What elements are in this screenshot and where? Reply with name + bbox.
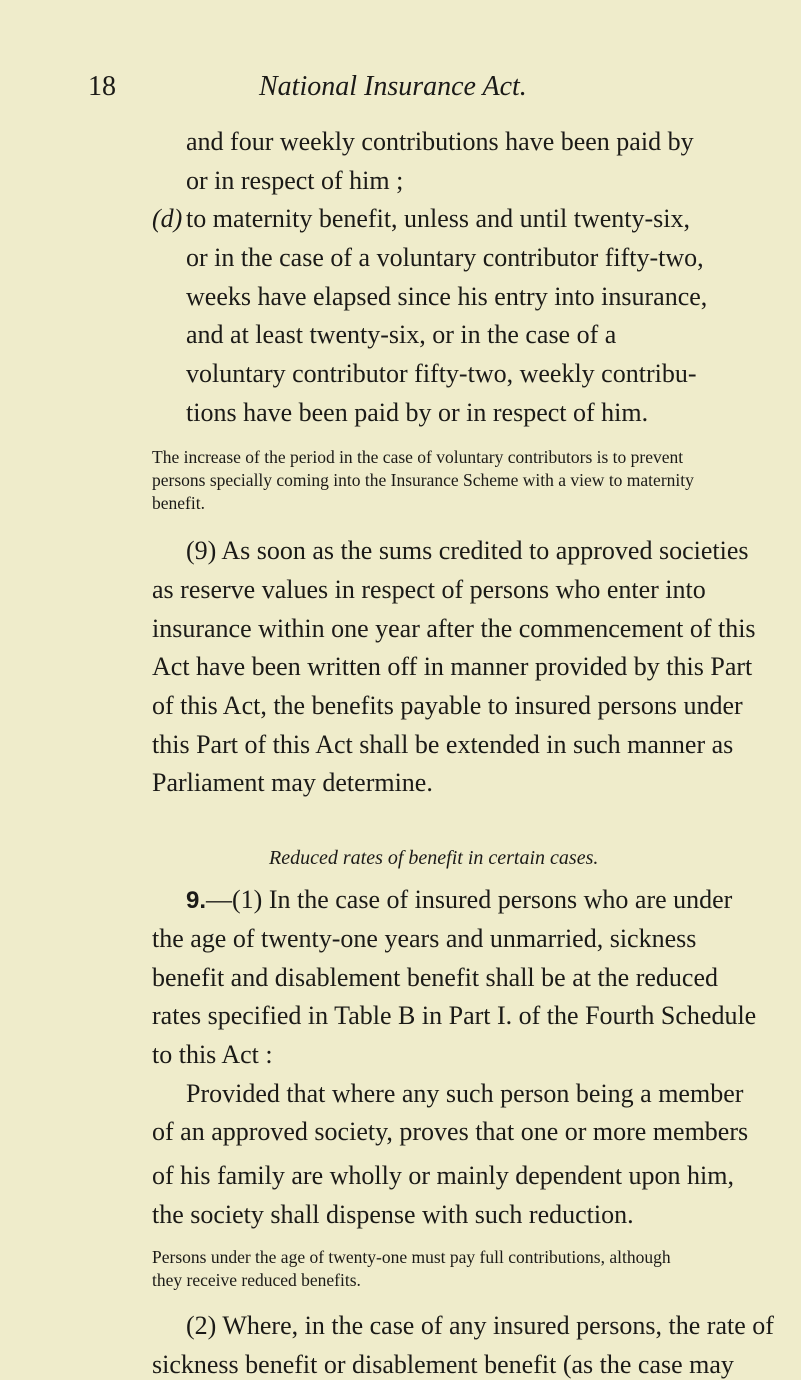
text-line: to maternity benefit, unless and until twenty-six, <box>186 204 691 233</box>
text-line: of his family are wholly or mainly dependent upon him, <box>152 1161 734 1190</box>
text-line: tions have been paid by or in respect of him. <box>186 398 649 427</box>
text-line: of an approved society, proves that one or more members <box>152 1117 749 1146</box>
text-line: (2) Where, in the case of any insured persons, the rate of <box>186 1311 774 1340</box>
text-line: (9) As soon as the sums credited to approved societies <box>186 536 749 565</box>
text-line: the society shall dispense with such reduction. <box>152 1200 634 1229</box>
text-line: to this Act : <box>152 1040 273 1069</box>
note-line: The increase of the period in the case of voluntary contributors is to prevent <box>152 447 684 467</box>
note-line: Persons under the age of twenty-one must pay full contributions, although <box>152 1247 671 1267</box>
text-line: voluntary contributor fifty-two, weekly contribu- <box>186 359 697 388</box>
text-span: —(1) In the case of insured persons who are under <box>206 885 733 914</box>
text-line: rates specified in Table B in Part I. of the Fourth Schedule <box>152 1001 757 1030</box>
text-line: benefit and disablement benefit shall be at the reduced <box>152 963 718 992</box>
section-heading: Reduced rates of benefit in certain cases. <box>269 847 599 869</box>
text-line: Provided that where any such person being a member <box>186 1079 744 1108</box>
text-line: and four weekly contributions have been paid by <box>186 127 694 156</box>
text-line: and at least twenty-six, or in the case of a <box>186 320 617 349</box>
text-line: Act have been written off in manner provided by this Part <box>152 652 753 681</box>
note-line: they receive reduced benefits. <box>152 1270 361 1290</box>
page-header <box>88 71 728 107</box>
page-number: 18 <box>88 71 116 102</box>
clause-label: (d) <box>152 204 183 233</box>
text-line: the age of twenty-one years and unmarried, sickness <box>152 924 697 953</box>
text-line: this Part of this Act shall be extended in such manner as <box>152 730 734 759</box>
text-line: or in the case of a voluntary contributor fifty-two, <box>186 243 704 272</box>
text-line: weeks have elapsed since his entry into insurance, <box>186 282 708 311</box>
text-line: Parliament may determine. <box>152 768 433 797</box>
text-line: as reserve values in respect of persons who enter into <box>152 575 706 604</box>
text-line: or in respect of him ; <box>186 166 404 195</box>
text-line: sickness benefit or disablement benefit (as the case may <box>152 1350 734 1379</box>
running-title: National Insurance Act. <box>259 71 527 102</box>
section-number: 9. <box>186 887 207 914</box>
section-first-line <box>186 885 732 916</box>
text-line: of this Act, the benefits payable to insured persons under <box>152 691 743 720</box>
note-line: persons specially coming into the Insurance Scheme with a view to maternity <box>152 470 694 490</box>
note-line: benefit. <box>152 493 205 513</box>
text-line: insurance within one year after the commencement of this <box>152 614 756 643</box>
